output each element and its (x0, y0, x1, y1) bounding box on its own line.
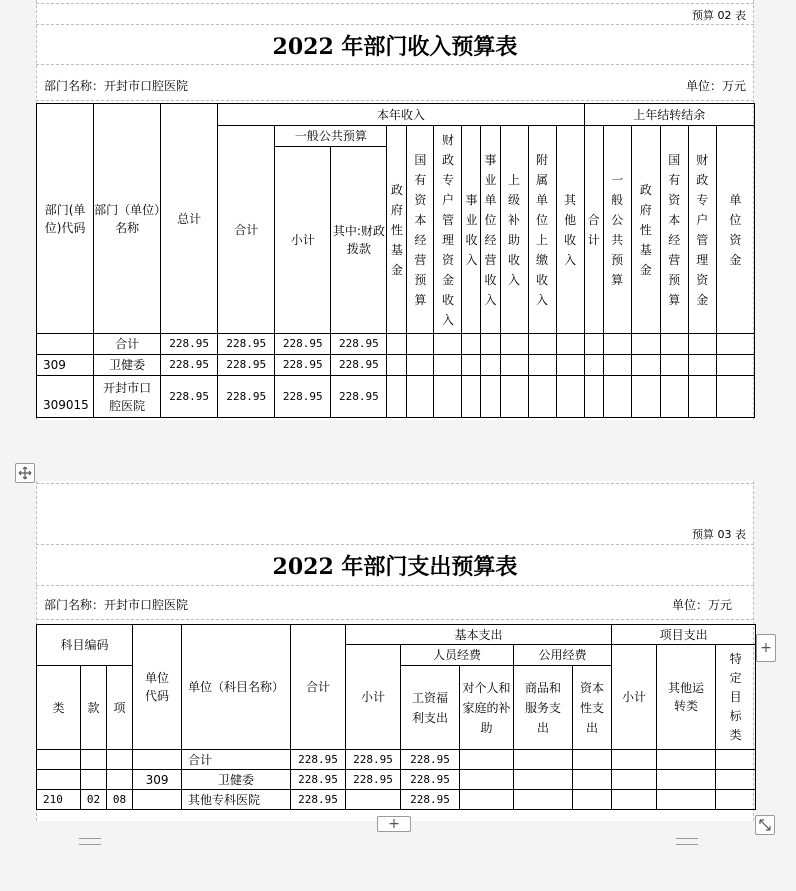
income-page (36, 0, 754, 420)
title-divider (36, 585, 754, 586)
hdr-fiscal-alloc: 其中:财政拨款 (331, 147, 387, 334)
page-title: 2022 年部门支出预算表 (272, 554, 518, 580)
hdr-carryover: 上年结转结余 (584, 104, 754, 126)
hdr-gov-fund: 政府性基金 (390, 182, 403, 277)
hdr-other-income: 其他收入 (564, 192, 577, 267)
ruler-mark (79, 838, 101, 839)
hdr-personal-subsidy: 对个人和家庭的补助 (460, 666, 514, 750)
ruler-mark (676, 844, 698, 845)
hdr-project-specific: 特定目标类 (716, 645, 756, 750)
table-row: 309 卫健委 228.95 228.95 228.95 (37, 770, 756, 790)
add-column-button[interactable]: + (756, 634, 776, 662)
header-divider (36, 544, 754, 545)
table-row: 309 卫健委 228.95 228.95 228.95 228.95 (37, 355, 755, 376)
hdr-total: 总计 (161, 104, 218, 334)
page-title: 2022 年部门收入预算表 (272, 34, 518, 60)
hdr-salary: 工资福利支出 (401, 666, 460, 750)
hdr-carry-general: 一般公共预算 (611, 172, 624, 287)
table-row: 合计 228.95 228.95 228.95 (37, 750, 756, 770)
add-row-button[interactable]: + (377, 816, 411, 832)
hdr-unit-name: 单位（科目名称） (182, 625, 291, 750)
hdr-state-capital: 国有资本经营预算 (414, 152, 427, 307)
unit-label: 单位：万元 (671, 598, 732, 612)
meta-divider (36, 100, 754, 101)
expense-page (36, 481, 754, 821)
table-code-label: 预算 03 表 (692, 528, 746, 541)
hdr-goods-services: 商品和服务支出 (514, 666, 573, 750)
expense-table (36, 624, 756, 810)
hdr-general-budget: 一般公共预算 (275, 126, 387, 147)
table-row: 309015 开封市口腔医院 228.95 228.95 228.95 228.95 (37, 376, 755, 418)
ruler-mark (79, 844, 101, 845)
move-icon[interactable] (15, 463, 35, 483)
hdr-kuan: 款 (81, 666, 107, 750)
hdr-carry-heji: 合计 (587, 212, 600, 247)
hdr-project-other: 其他运转类 (657, 645, 716, 750)
resize-icon[interactable] (755, 815, 775, 835)
hdr-current-year-income: 本年收入 (218, 104, 584, 126)
hdr-heji: 合计 (291, 625, 346, 750)
hdr-carry-gov-fund: 政府性基金 (639, 182, 652, 277)
hdr-basic-xiaoji: 小计 (346, 645, 401, 750)
hdr-lei: 类 (37, 666, 81, 750)
hdr-unit-business: 事业单位经营收入 (484, 152, 497, 307)
hdr-xiaoji: 小计 (275, 147, 331, 334)
table-row: 合计 228.95 228.95 228.95 228.95 (37, 334, 755, 355)
meta-divider (36, 619, 754, 620)
table-code-label: 预算 02 表 (692, 9, 746, 22)
unit-label: 单位：万元 (685, 79, 746, 93)
page-margin-top (36, 483, 754, 484)
hdr-affiliated-payment: 附属单位上缴收入 (536, 152, 549, 307)
dept-name-label: 部门名称：开封市口腔医院 (44, 598, 189, 612)
hdr-personnel: 人员经费 (401, 645, 514, 666)
hdr-capital: 资本性支出 (573, 666, 612, 750)
table-row: 210 02 08 其他专科医院 228.95 228.95 (37, 790, 756, 810)
hdr-project-xiaoji: 小计 (612, 645, 657, 750)
hdr-basic-expense: 基本支出 (346, 625, 612, 645)
hdr-dept-code: 部门(单位)代码 (37, 104, 94, 334)
hdr-carry-fiscal-special: 财政专户管理资金 (696, 152, 709, 307)
dept-name-label: 部门名称：开封市口腔医院 (44, 79, 189, 93)
page-margin-top (36, 3, 754, 4)
hdr-fiscal-special: 财政专户管理资金收入 (441, 132, 454, 327)
hdr-carry-state-capital: 国有资本经营预算 (668, 152, 681, 307)
hdr-superior-subsidy: 上级补助收入 (508, 172, 521, 287)
hdr-business-income: 事业收入 (465, 192, 478, 267)
hdr-dept-name: 部门（单位）名称 (94, 104, 161, 334)
income-table (36, 103, 755, 418)
header-divider (36, 24, 754, 25)
hdr-carry-unit-fund: 单位资金 (729, 192, 742, 267)
hdr-subject-code: 科目编码 (37, 625, 133, 666)
ruler-mark (676, 838, 698, 839)
hdr-heji: 合计 (218, 126, 275, 334)
title-divider (36, 64, 754, 65)
hdr-xiang: 项 (107, 666, 133, 750)
hdr-unit-code: 单位代码 (133, 625, 182, 750)
hdr-public: 公用经费 (514, 645, 612, 666)
hdr-project-expense: 项目支出 (612, 625, 756, 645)
